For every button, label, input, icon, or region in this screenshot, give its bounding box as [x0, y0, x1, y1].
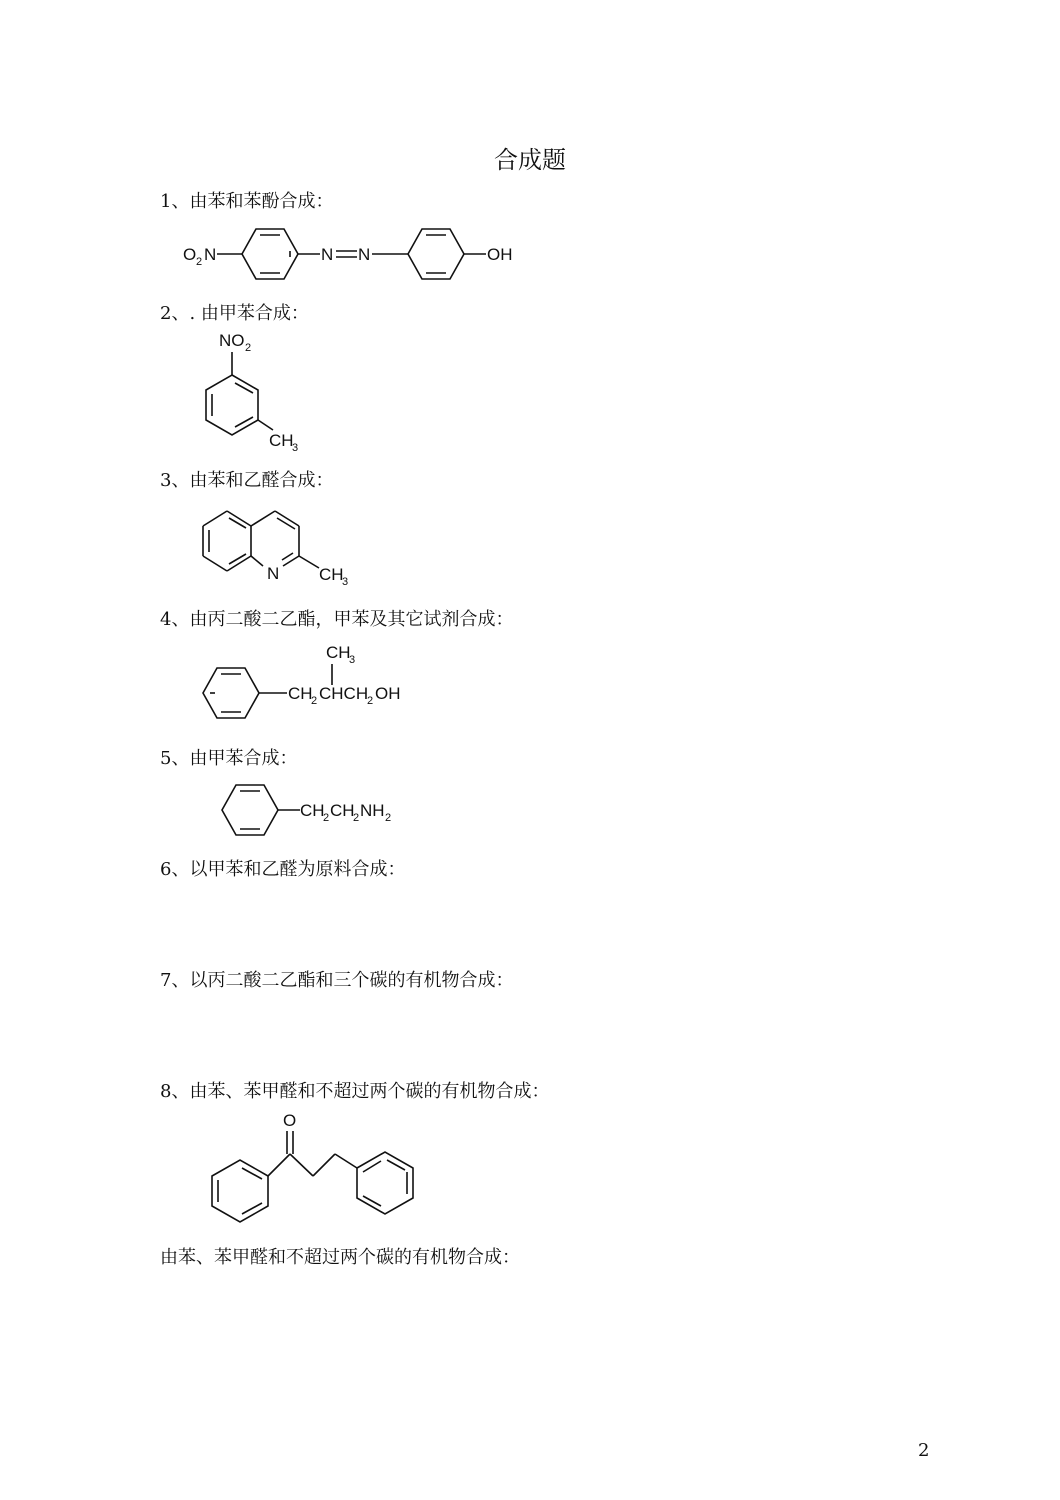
- s1-o-label: O: [183, 245, 197, 264]
- s4-ch2-label: CH: [288, 684, 313, 703]
- structure-1-nitro-azo-phenol: [180, 222, 530, 286]
- s3-ch3-label: CH: [319, 565, 344, 584]
- s2-no2-label: NO: [219, 331, 245, 350]
- question-6: 6、以甲苯和乙醛为原料合成：: [160, 859, 406, 880]
- s5-nh2-label: NH: [360, 801, 385, 820]
- s1-azo-n1: N: [321, 245, 334, 264]
- s5-ch2b-label: CH: [330, 801, 355, 820]
- s4-oh-label: OH: [375, 684, 401, 703]
- s2-ch3-sub: 3: [292, 442, 299, 454]
- s4-ch3-label: CH: [326, 643, 351, 662]
- page-number: 2: [918, 1440, 930, 1461]
- question-2: 2、. 由甲苯合成：: [160, 303, 309, 324]
- structure-4-methylphenylpropanol: [195, 635, 435, 727]
- question-1: 1、由苯和苯酚合成：: [160, 191, 334, 212]
- s3-n-label: N: [267, 564, 280, 583]
- question-9: 由苯、苯甲醛和不超过两个碳的有机物合成：: [160, 1247, 520, 1268]
- s4-chch-label: CHCH: [319, 684, 369, 703]
- question-7: 7、以丙二酸二乙酯和三个碳的有机物合成：: [160, 970, 514, 991]
- s5-ch2a-label: CH: [300, 801, 325, 820]
- s5-ch2a-sub: 2: [323, 812, 330, 824]
- s2-no2-sub: 2: [245, 342, 252, 354]
- structure-8-dihydrochalcone: [205, 1108, 430, 1226]
- s5-nh2-sub: 2: [385, 812, 392, 824]
- s1-n-label: N: [204, 245, 217, 264]
- page-title: 合成题: [494, 146, 566, 174]
- question-8: 8、由苯、苯甲醛和不超过两个碳的有机物合成：: [160, 1081, 550, 1102]
- s1-oh-label: OH: [487, 245, 513, 264]
- s4-chch-sub: 2: [367, 695, 374, 707]
- s1-o-sub: 2: [196, 256, 203, 268]
- s4-ch3-sub: 3: [349, 654, 356, 666]
- structure-3-methylquinoline: [195, 505, 365, 590]
- question-3: 3、由苯和乙醛合成：: [160, 470, 334, 491]
- s5-ch2b-sub: 2: [353, 812, 360, 824]
- structure-2-nitrotoluene: [195, 330, 315, 455]
- question-4: 4、由丙二酸二乙酯，甲苯及其它试剂合成：: [160, 609, 514, 630]
- s2-ch3-label: CH: [269, 431, 294, 450]
- question-5: 5、由甲苯合成：: [160, 748, 298, 769]
- structure-5-phenethylamine: [218, 780, 418, 840]
- s3-ch3-sub: 3: [342, 576, 349, 588]
- s4-ch2-sub: 2: [311, 695, 318, 707]
- s1-azo-n2: N: [358, 245, 371, 264]
- s8-o-label: O: [283, 1111, 297, 1130]
